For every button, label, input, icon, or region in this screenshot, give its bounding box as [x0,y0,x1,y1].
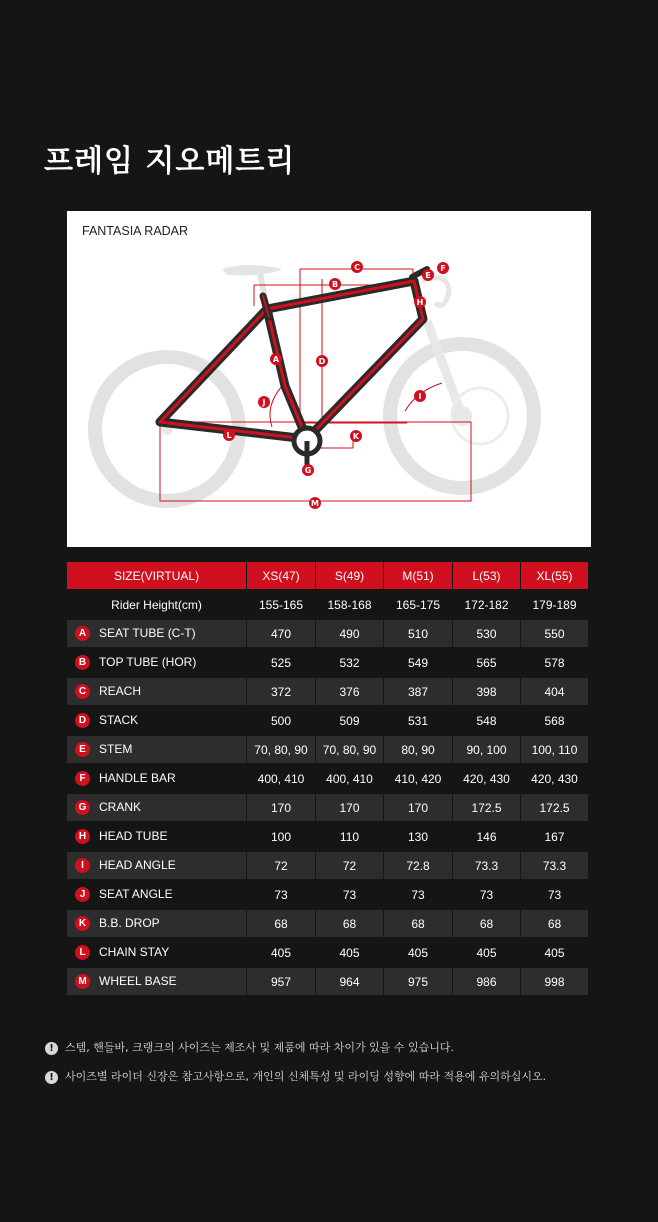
table-row [67,765,589,794]
table-row [67,968,589,997]
cell: 73 [453,881,521,910]
marker-g [302,464,314,476]
cell: 998 [521,968,589,997]
cell: 172.5 [521,794,589,823]
row-label-text: SEAT TUBE (C-T) [99,625,196,640]
cell: 398 [453,678,521,707]
note-text: 스템, 핸들바, 크랭크의 사이즈는 제조사 및 제품에 따라 차이가 있을 수 있습니다. [65,1041,454,1054]
row-label-text: CRANK [99,799,142,814]
cell: 548 [453,707,521,736]
cell: 405 [453,939,521,968]
cell: 565 [453,649,521,678]
table-row [67,678,589,707]
cell: 68 [521,910,589,939]
cell: 420, 430 [453,765,521,794]
badge-m: M [75,974,90,989]
row-label [67,736,247,765]
cell: 100, 110 [521,736,589,765]
cell: 73 [384,881,453,910]
cell: 172.5 [453,794,521,823]
row-label [67,939,247,968]
svg-text:E: E [425,271,431,280]
badge-f: F [75,771,90,786]
row-label-text: TOP TUBE (HOR) [99,654,197,669]
cell: 405 [384,939,453,968]
row-label-text: HEAD TUBE [99,828,168,843]
row-label [67,910,247,939]
cell: 404 [521,678,589,707]
table-row [67,620,589,649]
row-label [67,620,247,649]
cell: 509 [316,707,384,736]
cell: 568 [521,707,589,736]
header-xl: XL(55) [521,562,589,591]
badge-h: H [75,829,90,844]
exclamation-icon: ! [45,1071,58,1084]
cell: 525 [247,649,316,678]
cell: 90, 100 [453,736,521,765]
row-label-text: B.B. DROP [99,915,160,930]
cell: 68 [384,910,453,939]
row-label-text: STACK [99,712,139,727]
cell: 532 [316,649,384,678]
badge-e: E [75,742,90,757]
cell: 179-189 [521,591,589,620]
cell: 100 [247,823,316,852]
table-row [67,649,589,678]
table-row [67,736,589,765]
cell: 531 [384,707,453,736]
cell: 70, 80, 90 [247,736,316,765]
svg-text:C: C [354,263,360,272]
cell: 549 [384,649,453,678]
table-row [67,881,589,910]
cell: 72.8 [384,852,453,881]
row-label-text: HANDLE BAR [99,770,176,785]
cell: 964 [316,968,384,997]
svg-text:I: I [418,392,422,401]
marker-d [316,355,328,367]
cell: 957 [247,968,316,997]
svg-text:B: B [331,280,339,289]
svg-text:K: K [352,432,360,441]
header-l: L(53) [453,562,521,591]
cell: 70, 80, 90 [316,736,384,765]
svg-text:L: L [226,431,232,440]
note-text: 사이즈별 라이더 신장은 참고사항으로, 개인의 신체특성 및 라이딩 성향에 따라 적용에 유의하십시오. [65,1070,547,1083]
header-s: S(49) [316,562,384,591]
badge-k: K [75,916,90,931]
cell: 146 [453,823,521,852]
row-label: Rider Height(cm) [67,591,247,620]
row-label [67,678,247,707]
cell: 68 [316,910,384,939]
table-row-rider-height [67,591,589,620]
svg-text:F: F [440,264,446,273]
cell: 510 [384,620,453,649]
badge-j: J [75,887,90,902]
cell: 73 [247,881,316,910]
cell: 530 [453,620,521,649]
table-row [67,707,589,736]
row-label [67,765,247,794]
bike-frame-illustration [67,211,591,547]
row-label-text: CHAIN STAY [99,944,170,959]
cell: 172-182 [453,591,521,620]
cell: 80, 90 [384,736,453,765]
svg-text:G: G [304,466,312,475]
badge-a: A [75,626,90,641]
cell: 372 [247,678,316,707]
cell: 500 [247,707,316,736]
row-label-text: WHEEL BASE [99,973,177,988]
svg-text:A: A [272,355,280,364]
cell: 73.3 [453,852,521,881]
cell: 376 [316,678,384,707]
cell: 72 [247,852,316,881]
cell: 110 [316,823,384,852]
badge-l: L [75,945,90,960]
svg-text:M: M [311,499,319,508]
cell: 72 [316,852,384,881]
row-label [67,852,247,881]
cell: 405 [247,939,316,968]
cell: 986 [453,968,521,997]
table-row [67,910,589,939]
header-xs: XS(47) [247,562,316,591]
cell: 158-168 [316,591,384,620]
cell: 470 [247,620,316,649]
row-label [67,881,247,910]
marker-k [350,430,362,442]
badge-c: C [75,684,90,699]
model-name: FANTASIA RADAR [82,224,189,238]
cell: 165-175 [384,591,453,620]
table-row [67,939,589,968]
table-row [67,823,589,852]
row-label-text: REACH [99,683,142,698]
marker-f [437,262,449,274]
row-label [67,968,247,997]
svg-text:D: D [318,357,326,366]
cell: 420, 430 [521,765,589,794]
geometry-table [67,562,589,997]
marker-l [223,429,235,441]
cell: 387 [384,678,453,707]
geometry-diagram [67,211,591,547]
marker-j [258,396,270,408]
row-label [67,823,247,852]
cell: 68 [453,910,521,939]
cell: 130 [384,823,453,852]
row-label [67,707,247,736]
note-2 [45,1068,546,1084]
cell: 73.3 [521,852,589,881]
cell: 400, 410 [316,765,384,794]
table-row [67,852,589,881]
cell: 170 [247,794,316,823]
cell: 73 [521,881,589,910]
note-1 [45,1039,454,1055]
cell: 405 [316,939,384,968]
marker-a [270,353,282,365]
cell: 155-165 [247,591,316,620]
row-label-text: SEAT ANGLE [99,886,173,901]
cell: 170 [316,794,384,823]
svg-text:H: H [416,298,424,307]
cell: 405 [521,939,589,968]
row-label-text: STEM [99,741,133,756]
marker-e [422,269,434,281]
marker-i [414,390,426,402]
header-m: M(51) [384,562,453,591]
cell: 578 [521,649,589,678]
badge-i: I [75,858,90,873]
marker-m [309,497,321,509]
row-label [67,794,247,823]
cell: 490 [316,620,384,649]
table-header-row [67,562,589,591]
table-row [67,794,589,823]
cell: 410, 420 [384,765,453,794]
badge-g: G [75,800,90,815]
cell: 68 [247,910,316,939]
page-title: 프레임 지오메트리 [44,144,296,179]
cell: 400, 410 [247,765,316,794]
cell: 73 [316,881,384,910]
row-label-text: HEAD ANGLE [99,857,176,872]
cell: 167 [521,823,589,852]
cell: 550 [521,620,589,649]
cell: 170 [384,794,453,823]
badge-b: B [75,655,90,670]
marker-c [351,261,363,273]
marker-h [414,296,426,308]
header-size: SIZE(VIRTUAL) [67,562,247,591]
exclamation-icon: ! [45,1042,58,1055]
marker-b [329,278,341,290]
cell: 975 [384,968,453,997]
svg-text:J: J [262,398,266,407]
row-label [67,649,247,678]
badge-d: D [75,713,90,728]
